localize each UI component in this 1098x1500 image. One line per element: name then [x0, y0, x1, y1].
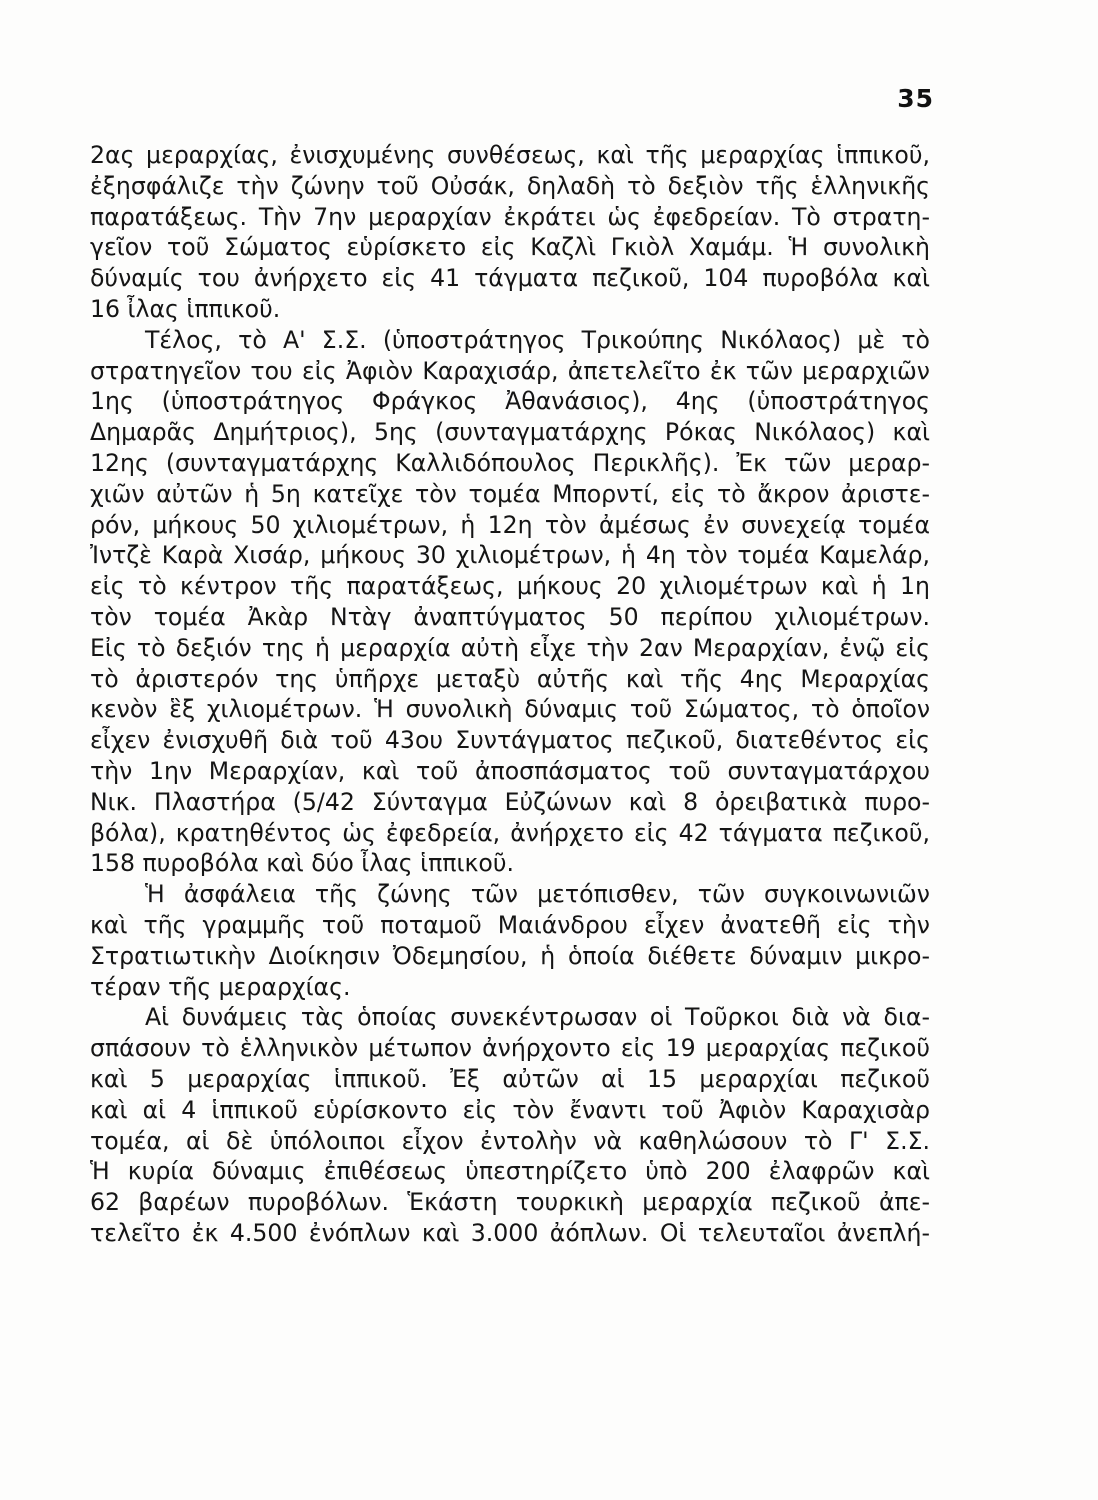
- text-line: τελεῖτο ἐκ 4.500 ἐνόπλων καὶ 3.000 ἀόπλων. Οἱ τελευταῖοι ἀνεπλή-: [90, 1218, 930, 1247]
- text-line: ρόν, μήκους 50 χιλιομέτρων, ἡ 12η τὸν ἀμέσως ἐν συνεχείᾳ τομέα: [90, 510, 930, 539]
- text-line: Στρατιωτικὴν Διοίκησιν Ὀδεμησίου, ἡ ὁποία διέθετε δύναμιν μικρο-: [90, 941, 930, 970]
- text-line: 16 ἶλας ἱππικοῦ.: [90, 294, 281, 323]
- text-line: 1ης (ὑποστράτηγος Φράγκος Ἀθανάσιος), 4ης (ὑποστράτηγος: [90, 387, 930, 416]
- text-line: Τέλος, τὸ Α' Σ.Σ. (ὑποστράτηγος Τρικούπης Νικόλαος) μὲ τὸ: [145, 325, 930, 354]
- text-line: στρατηγεῖον του εἰς Ἀφιὸν Καραχισάρ, ἀπετελεῖτο ἐκ τῶν μεραρχιῶν: [90, 356, 930, 385]
- text-line: τὸ ἀριστερόν της ὑπῆρχε μεταξὺ αὐτῆς καὶ τῆς 4ης Μεραρχίας: [90, 664, 930, 693]
- text-line: Ἡ ἀσφάλεια τῆς ζώνης τῶν μετόπισθεν, τῶν συγκοινωνιῶν: [145, 880, 930, 909]
- text-line: 62 βαρέων πυροβόλων. Ἑκάστη τουρκικὴ μεραρχία πεζικοῦ ἀπε-: [90, 1188, 930, 1217]
- text-line: καὶ αἱ 4 ἱππικοῦ εὑρίσκοντο εἰς τὸν ἔναντι τοῦ Ἀφιὸν Καραχισὰρ: [90, 1095, 930, 1124]
- body-text: [90, 140, 930, 1249]
- text-line: τέραν τῆς μεραρχίας.: [90, 972, 351, 1001]
- text-line: χιῶν αὐτῶν ἡ 5η κατεῖχε τὸν τομέα Μπορντί, εἰς τὸ ἄκρον ἀριστε-: [90, 479, 930, 508]
- text-line: βόλα), κρατηθέντος ὡς ἐφεδρεία, ἀνήρχετο εἰς 42 τάγματα πεζικοῦ,: [90, 818, 930, 847]
- text-line: κενὸν ἓξ χιλιομέτρων. Ἡ συνολικὴ δύναμις τοῦ Σώματος, τὸ ὁποῖον: [90, 695, 930, 724]
- text-line: 158 πυροβόλα καὶ δύο ἶλας ἱππικοῦ.: [90, 849, 514, 878]
- page-number: 35: [897, 84, 934, 113]
- text-line: Δημαρᾶς Δημήτριος), 5ης (συνταγματάρχης Ρόκας Νικόλαος) καὶ: [90, 418, 930, 447]
- text-line: γεῖον τοῦ Σώματος εὑρίσκετο εἰς Καζλὶ Γκιὸλ Χαμάμ. Ἡ συνολικὴ: [90, 233, 930, 262]
- text-line: Ἰντζὲ Καρὰ Χισάρ, μήκους 30 χιλιομέτρων, ἡ 4η τὸν τομέα Καμελάρ,: [90, 541, 930, 570]
- text-line: 12ης (συνταγματάρχης Καλλιδόπουλος Περικλῆς). Ἐκ τῶν μεραρ-: [90, 448, 930, 477]
- text-line: καὶ τῆς γραμμῆς τοῦ ποταμοῦ Μαιάνδρου εἶχεν ἀνατεθῆ εἰς τὴν: [90, 910, 930, 939]
- text-line: Νικ. Πλαστήρα (5/42 Σύνταγμα Εὐζώνων καὶ 8 ὀρειβατικὰ πυρο-: [90, 787, 930, 816]
- text-line: δύναμίς του ἀνήρχετο εἰς 41 τάγματα πεζικοῦ, 104 πυροβόλα καὶ: [90, 264, 930, 293]
- text-line: ἐξησφάλιζε τὴν ζώνην τοῦ Οὐσάκ, δηλαδὴ τὸ δεξιὸν τῆς ἑλληνικῆς: [90, 171, 930, 200]
- text-line: Εἰς τὸ δεξιόν της ἡ μεραρχία αὐτὴ εἶχε τὴν 2αν Μεραρχίαν, ἐνῷ εἰς: [90, 633, 930, 662]
- text-line: σπάσουν τὸ ἑλληνικὸν μέτωπον ἀνήρχοντο εἰς 19 μεραρχίας πεζικοῦ: [90, 1034, 930, 1063]
- text-line: Ἡ κυρία δύναμις ἐπιθέσεως ὑπεστηρίζετο ὑπὸ 200 ἐλαφρῶν καὶ: [90, 1157, 930, 1186]
- text-line: Αἱ δυνάμεις τὰς ὁποίας συνεκέντρωσαν οἱ Τοῦρκοι διὰ νὰ δια-: [145, 1003, 930, 1032]
- text-line: παρατάξεως. Τὴν 7ην μεραρχίαν ἐκράτει ὡς ἐφεδρείαν. Τὸ στρατη-: [90, 202, 930, 231]
- text-line: τὴν 1ην Μεραρχίαν, καὶ τοῦ ἀποσπάσματος τοῦ συνταγματάρχου: [90, 756, 930, 785]
- text-line: καὶ 5 μεραρχίας ἱππικοῦ. Ἐξ αὐτῶν αἱ 15 μεραρχίαι πεζικοῦ: [90, 1064, 930, 1093]
- text-line: τὸν τομέα Ἀκὰρ Ντὰγ ἀναπτύγματος 50 περίπου χιλιομέτρων.: [90, 602, 930, 631]
- text-line: εἰς τὸ κέντρον τῆς παρατάξεως, μήκους 20 χιλιομέτρων καὶ ἡ 1η: [90, 572, 930, 601]
- text-line: τομέα, αἱ δὲ ὑπόλοιποι εἶχον ἐντολὴν νὰ καθηλώσουν τὸ Γ' Σ.Σ.: [90, 1126, 930, 1155]
- text-line: εἶχεν ἐνισχυθῆ διὰ τοῦ 43ου Συντάγματος πεζικοῦ, διατεθέντος εἰς: [90, 726, 930, 755]
- text-line: 2ας μεραρχίας, ἐνισχυμένης συνθέσεως, καὶ τῆς μεραρχίας ἱππικοῦ,: [90, 141, 930, 169]
